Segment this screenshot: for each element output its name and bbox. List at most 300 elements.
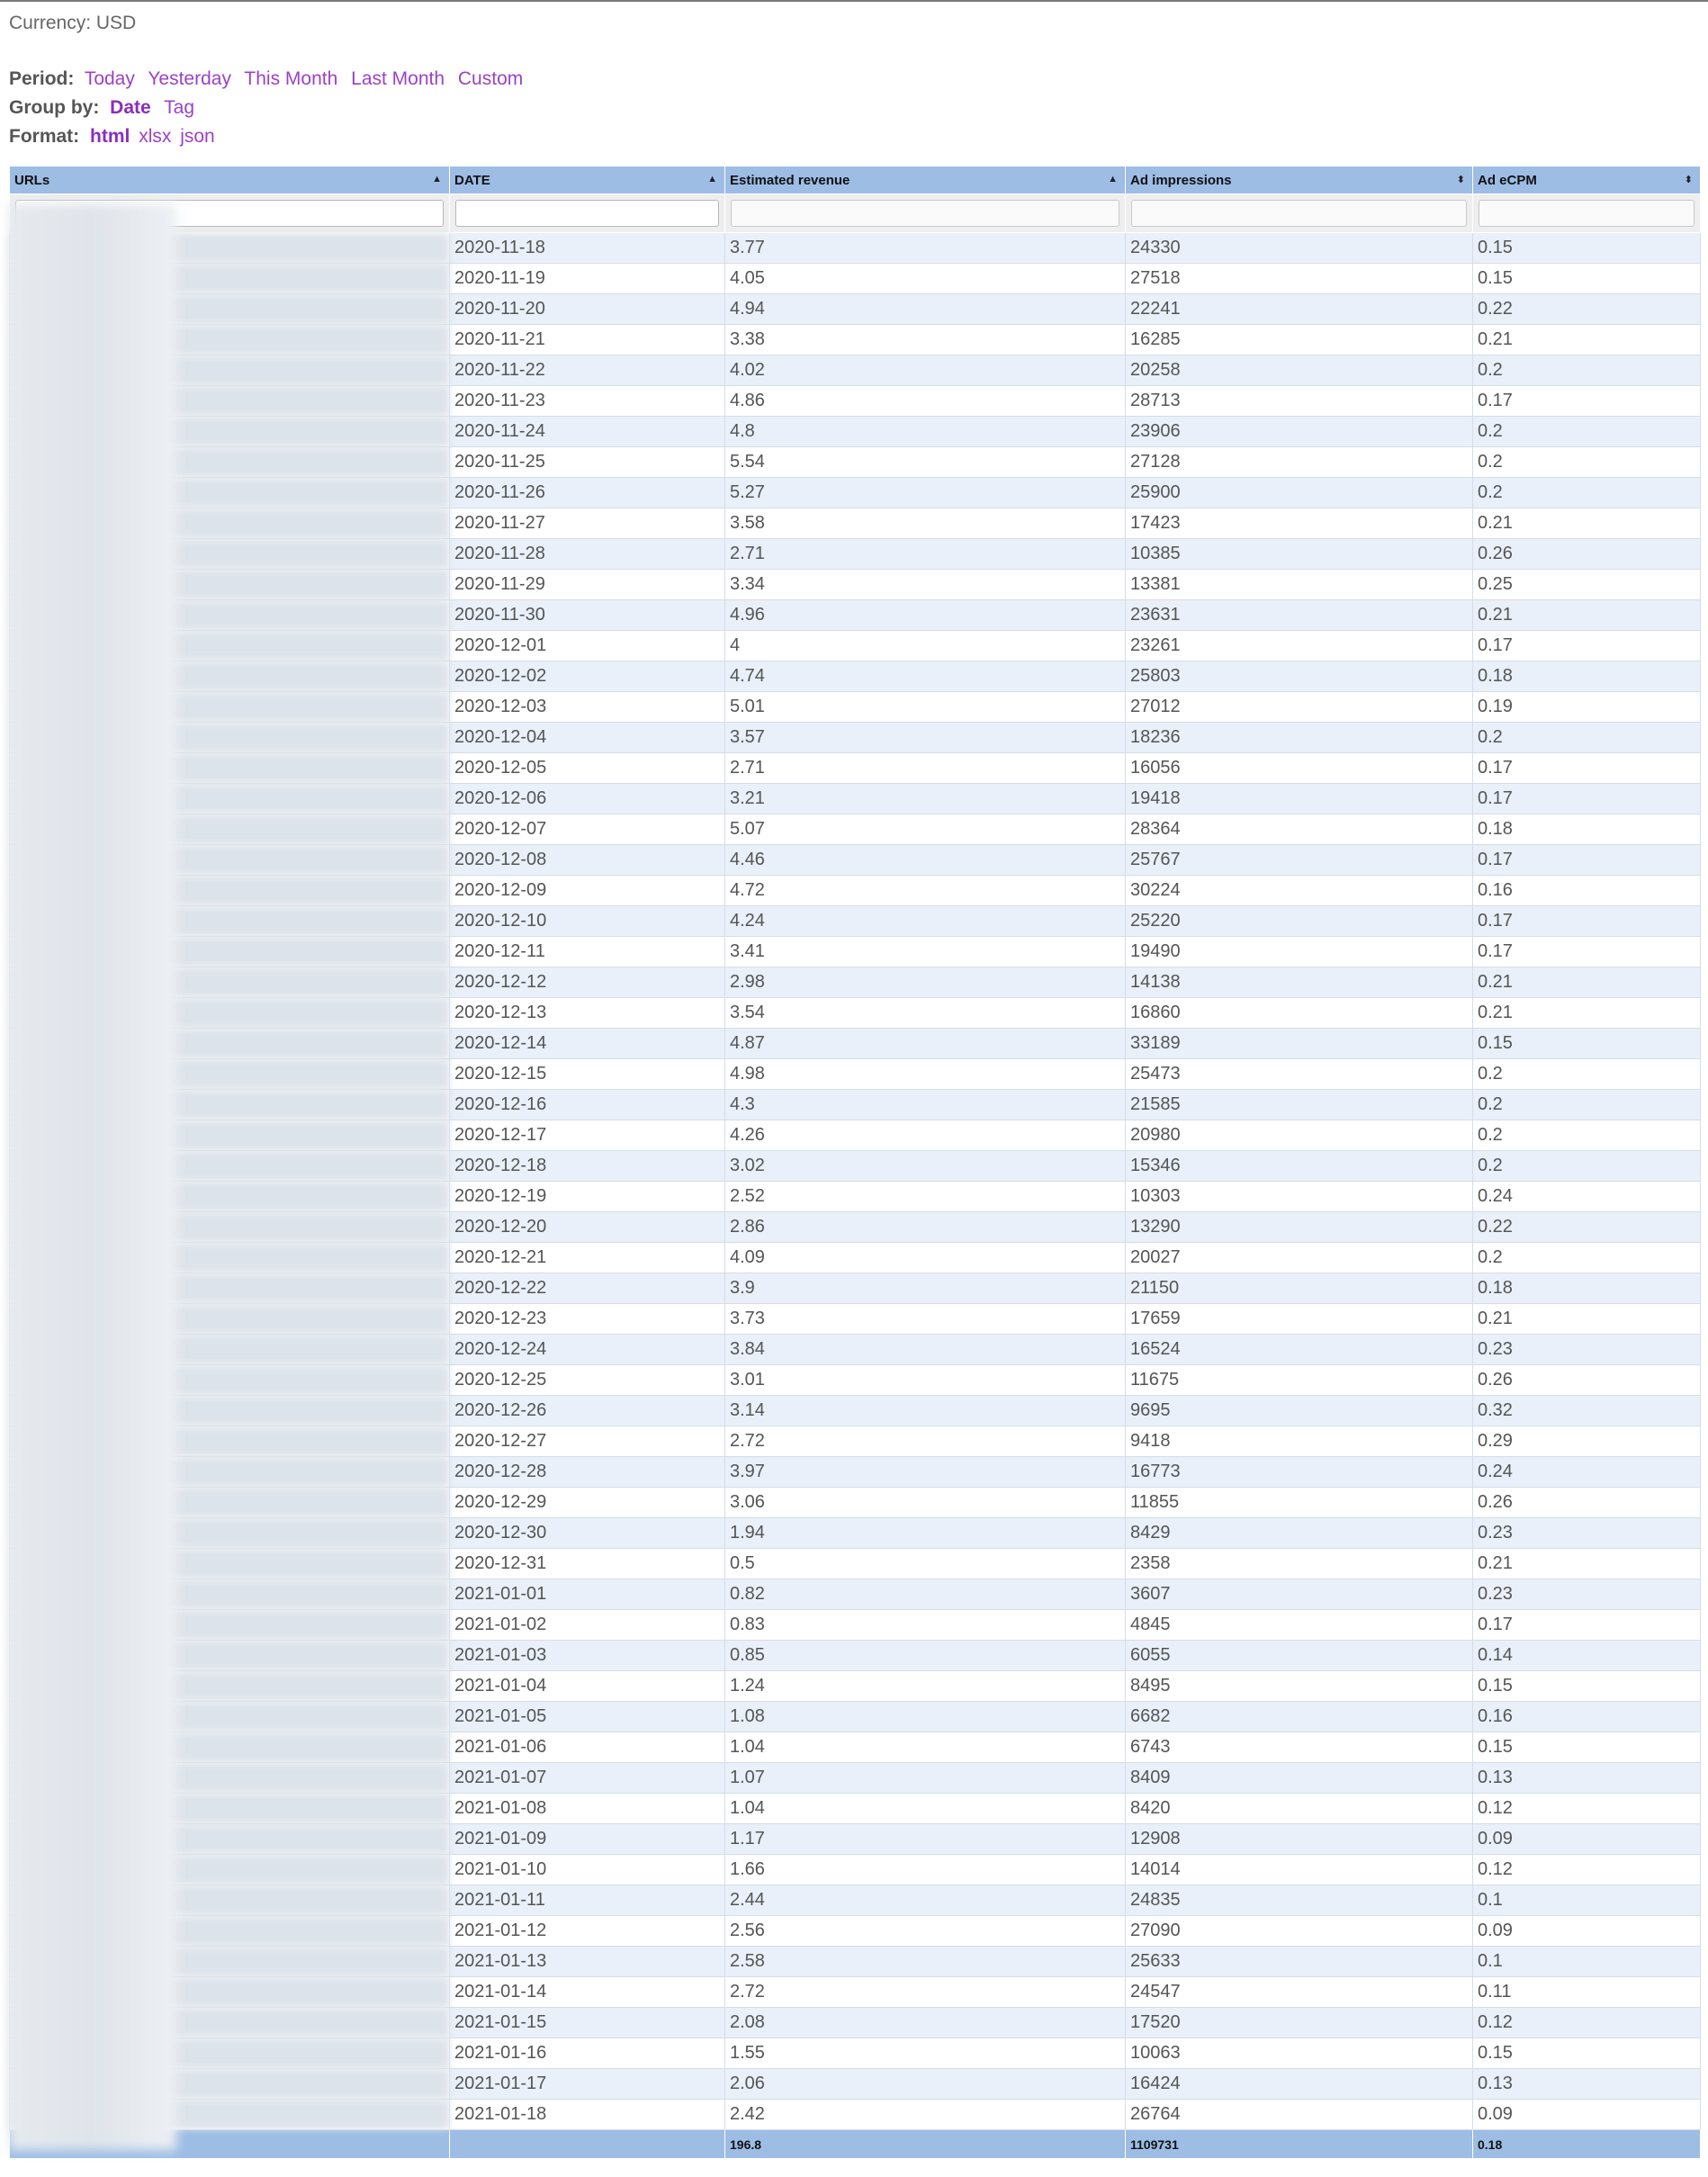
ad-ecpm-cell: 0.25 (1473, 570, 1701, 600)
column-header-urls[interactable] (10, 166, 450, 194)
table-row (10, 2069, 1701, 2100)
ad-impressions-cell: 13381 (1126, 570, 1473, 600)
table-row (10, 1182, 1701, 1212)
ad-impressions-cell: 24835 (1126, 1885, 1473, 1916)
url-cell (10, 1549, 450, 1579)
ad-ecpm-cell: 0.15 (1473, 1029, 1701, 1059)
url-cell (10, 1702, 450, 1732)
date-cell: 2020-11-26 (450, 478, 725, 508)
ad-impressions-cell: 25900 (1126, 478, 1473, 508)
ad-ecpm-cell: 0.09 (1473, 1916, 1701, 1947)
ad-impressions-cell: 4845 (1126, 1610, 1473, 1641)
date-cell: 2020-12-31 (450, 1549, 725, 1579)
estimated-revenue-cell: 3.06 (725, 1488, 1126, 1518)
date-cell: 2020-12-18 (450, 1151, 725, 1182)
ad-ecpm-cell: 0.2 (1473, 417, 1701, 447)
sort-asc-icon[interactable]: ▲ (432, 174, 442, 184)
table-row (10, 1396, 1701, 1426)
date-cell: 2020-12-23 (450, 1304, 725, 1335)
date-cell: 2020-11-29 (450, 570, 725, 600)
ad-impressions-cell: 24330 (1126, 233, 1473, 264)
ad-impressions-cell: 6682 (1126, 1702, 1473, 1732)
url-cell (10, 814, 450, 845)
date-cell: 2021-01-15 (450, 2008, 725, 2038)
ad-impressions-cell: 26764 (1126, 2100, 1473, 2130)
url-cell (10, 1243, 450, 1273)
column-header-ad-impressions[interactable] (1126, 166, 1473, 194)
currency-label: Currency: USD (9, 13, 137, 33)
estimated-revenue-cell: 1.04 (725, 1732, 1126, 1763)
ad-ecpm-cell: 0.16 (1473, 1702, 1701, 1732)
ad-ecpm-cell: 0.21 (1473, 600, 1701, 631)
url-cell (10, 1304, 450, 1335)
estimated-revenue-cell: 1.66 (725, 1855, 1126, 1885)
ad-ecpm-cell: 0.26 (1473, 1365, 1701, 1396)
ad-impressions-cell: 16424 (1126, 2069, 1473, 2100)
top-border (0, 0, 1708, 2)
date-cell: 2020-11-30 (450, 600, 725, 631)
total-estimated-revenue: 196.8 (725, 2130, 1126, 2159)
ad-ecpm-cell: 0.29 (1473, 1426, 1701, 1457)
period-custom-link[interactable]: Custom (457, 68, 524, 89)
date-cell: 2021-01-13 (450, 1947, 725, 1977)
date-cell: 2020-12-14 (450, 1029, 725, 1059)
table-row (10, 1763, 1701, 1794)
table-row (10, 1212, 1701, 1243)
ad-ecpm-cell: 0.2 (1473, 478, 1701, 508)
url-cell (10, 723, 450, 753)
table-row (10, 1335, 1701, 1365)
table-row (10, 264, 1701, 294)
group-by-tag-link[interactable]: Tag (164, 97, 195, 118)
ad-impressions-cell: 25767 (1126, 845, 1473, 876)
table-row (10, 876, 1701, 906)
estimated-revenue-cell: 4.72 (725, 876, 1126, 906)
url-cell (10, 1273, 450, 1304)
estimated-revenue-cell: 1.17 (725, 1824, 1126, 1855)
date-cell: 2020-11-20 (450, 294, 725, 325)
url-cell (10, 233, 450, 264)
date-cell: 2020-11-27 (450, 508, 725, 539)
ad-ecpm-cell: 0.09 (1473, 1824, 1701, 1855)
ad-ecpm-cell: 0.22 (1473, 1212, 1701, 1243)
url-cell (10, 1732, 450, 1763)
date-cell: 2020-11-24 (450, 417, 725, 447)
totals-date-cell (450, 2130, 725, 2159)
ad-ecpm-cell: 0.17 (1473, 845, 1701, 876)
ad-ecpm-cell: 0.24 (1473, 1457, 1701, 1488)
date-cell: 2020-11-25 (450, 447, 725, 478)
estimated-revenue-cell: 2.42 (725, 2100, 1126, 2130)
ad-impressions-cell: 21150 (1126, 1273, 1473, 1304)
date-cell: 2020-12-09 (450, 876, 725, 906)
period-this-month-link[interactable]: This Month (244, 68, 338, 89)
sort-both-icon[interactable]: ⬍ (1456, 175, 1465, 185)
url-cell (10, 1763, 450, 1794)
column-header-label: Ad impressions (1130, 172, 1232, 188)
date-cell: 2020-12-21 (450, 1243, 725, 1273)
ad-ecpm-cell: 0.17 (1473, 784, 1701, 814)
ad-impressions-cell: 28713 (1126, 386, 1473, 417)
table-row (10, 1243, 1701, 1273)
format-selector (9, 126, 219, 148)
ad-ecpm-cell: 0.23 (1473, 1579, 1701, 1610)
table-row (10, 1671, 1701, 1702)
url-cell (10, 2069, 450, 2100)
ad-ecpm-cell: 0.21 (1473, 1549, 1701, 1579)
estimated-revenue-cell: 4.98 (725, 1059, 1126, 1090)
estimated-revenue-filter-input[interactable] (731, 200, 1119, 227)
table-row (10, 1151, 1701, 1182)
ad-ecpm-cell: 0.23 (1473, 1335, 1701, 1365)
table-row (10, 1304, 1701, 1335)
ad-ecpm-cell: 0.2 (1473, 723, 1701, 753)
url-cell (10, 631, 450, 661)
url-cell (10, 1610, 450, 1641)
ad-impressions-cell: 19418 (1126, 784, 1473, 814)
estimated-revenue-cell: 1.24 (725, 1671, 1126, 1702)
url-cell (10, 937, 450, 967)
sort-asc-icon[interactable]: ▲ (707, 174, 717, 184)
estimated-revenue-cell: 2.98 (725, 967, 1126, 998)
period-yesterday-link[interactable]: Yesterday (148, 68, 231, 89)
estimated-revenue-cell: 4.8 (725, 417, 1126, 447)
url-cell (10, 967, 450, 998)
ad-ecpm-cell: 0.2 (1473, 355, 1701, 386)
url-cell (10, 661, 450, 692)
ad-impressions-cell: 27518 (1126, 264, 1473, 294)
ad-ecpm-cell: 0.21 (1473, 325, 1701, 355)
ad-ecpm-cell: 0.2 (1473, 1151, 1701, 1182)
estimated-revenue-cell: 2.44 (725, 1885, 1126, 1916)
table-row (10, 937, 1701, 967)
filter-cell (10, 194, 450, 233)
group-by-label: Group by: (9, 97, 100, 118)
ad-impressions-cell: 11855 (1126, 1488, 1473, 1518)
date-cell: 2021-01-03 (450, 1641, 725, 1671)
report-table (9, 166, 1701, 2159)
ad-impressions-cell: 19490 (1126, 937, 1473, 967)
filter-cell (1126, 194, 1473, 233)
url-cell (10, 1426, 450, 1457)
ad-ecpm-cell: 0.21 (1473, 998, 1701, 1029)
ad-impressions-cell: 11675 (1126, 1365, 1473, 1396)
estimated-revenue-cell: 2.58 (725, 1947, 1126, 1977)
table-row (10, 447, 1701, 478)
estimated-revenue-cell: 3.73 (725, 1304, 1126, 1335)
date-cell: 2021-01-18 (450, 2100, 725, 2130)
table-row (10, 355, 1701, 386)
date-cell: 2020-12-17 (450, 1120, 725, 1151)
ad-impressions-filter-input[interactable] (1131, 200, 1467, 227)
estimated-revenue-cell: 2.08 (725, 2008, 1126, 2038)
estimated-revenue-cell: 4 (725, 631, 1126, 661)
table-row (10, 1794, 1701, 1824)
url-cell (10, 600, 450, 631)
table-row (10, 784, 1701, 814)
table-header-row (10, 166, 1701, 194)
url-cell (10, 753, 450, 784)
ad-impressions-cell: 20258 (1126, 355, 1473, 386)
url-cell (10, 784, 450, 814)
url-cell (10, 1029, 450, 1059)
ad-ecpm-cell: 0.22 (1473, 294, 1701, 325)
period-selector (9, 68, 531, 90)
date-cell: 2020-11-18 (450, 233, 725, 264)
date-cell: 2020-12-26 (450, 1396, 725, 1426)
estimated-revenue-cell: 3.02 (725, 1151, 1126, 1182)
table-row (10, 1426, 1701, 1457)
format-html-link[interactable]: html (90, 126, 130, 147)
ad-impressions-cell: 8495 (1126, 1671, 1473, 1702)
group-by-date-link[interactable]: Date (110, 97, 151, 118)
url-cell (10, 1518, 450, 1549)
ad-impressions-cell: 16860 (1126, 998, 1473, 1029)
ad-impressions-cell: 14138 (1126, 967, 1473, 998)
url-cell (10, 1488, 450, 1518)
estimated-revenue-cell: 3.41 (725, 937, 1126, 967)
date-cell: 2020-12-24 (450, 1335, 725, 1365)
ad-impressions-cell: 25633 (1126, 1947, 1473, 1977)
date-cell: 2020-11-22 (450, 355, 725, 386)
ad-ecpm-cell: 0.12 (1473, 2008, 1701, 2038)
ad-ecpm-filter-input[interactable] (1479, 200, 1695, 227)
urls-filter-input[interactable] (15, 200, 444, 227)
url-cell (10, 355, 450, 386)
table-row (10, 1610, 1701, 1641)
date-cell: 2020-12-01 (450, 631, 725, 661)
date-cell: 2020-12-12 (450, 967, 725, 998)
ad-impressions-cell: 25473 (1126, 1059, 1473, 1090)
url-cell (10, 447, 450, 478)
ad-ecpm-cell: 0.13 (1473, 2069, 1701, 2100)
date-cell: 2021-01-01 (450, 1579, 725, 1610)
date-cell: 2020-11-23 (450, 386, 725, 417)
table-row (10, 539, 1701, 570)
estimated-revenue-cell: 3.14 (725, 1396, 1126, 1426)
ad-ecpm-cell: 0.17 (1473, 631, 1701, 661)
table-row (10, 1824, 1701, 1855)
estimated-revenue-cell: 3.58 (725, 508, 1126, 539)
estimated-revenue-cell: 3.97 (725, 1457, 1126, 1488)
ad-impressions-cell: 22241 (1126, 294, 1473, 325)
ad-ecpm-cell: 0.2 (1473, 1090, 1701, 1120)
date-cell: 2020-12-03 (450, 692, 725, 723)
ad-impressions-cell: 6055 (1126, 1641, 1473, 1671)
column-header-date[interactable] (450, 166, 725, 194)
ad-ecpm-cell: 0.26 (1473, 1488, 1701, 1518)
ad-ecpm-cell: 0.2 (1473, 1243, 1701, 1273)
table-row (10, 1641, 1701, 1671)
table-row (10, 2008, 1701, 2038)
estimated-revenue-cell: 2.71 (725, 539, 1126, 570)
url-cell (10, 1396, 450, 1426)
ad-impressions-cell: 15346 (1126, 1151, 1473, 1182)
period-last-month-link[interactable]: Last Month (351, 68, 445, 89)
table-row (10, 294, 1701, 325)
column-header-estimated-revenue[interactable] (725, 166, 1126, 194)
table-row (10, 967, 1701, 998)
ad-ecpm-cell: 0.15 (1473, 1732, 1701, 1763)
date-cell: 2020-12-29 (450, 1488, 725, 1518)
date-cell: 2021-01-05 (450, 1702, 725, 1732)
table-row (10, 1947, 1701, 1977)
table-row (10, 723, 1701, 753)
table-row (10, 1090, 1701, 1120)
estimated-revenue-cell: 3.54 (725, 998, 1126, 1029)
url-cell (10, 998, 450, 1029)
ad-impressions-cell: 12908 (1126, 1824, 1473, 1855)
date-cell: 2021-01-07 (450, 1763, 725, 1794)
table-row (10, 2038, 1701, 2069)
ad-impressions-cell: 30224 (1126, 876, 1473, 906)
ad-impressions-cell: 17423 (1126, 508, 1473, 539)
format-json-link[interactable]: json (180, 126, 215, 147)
period-today-link[interactable]: Today (84, 68, 135, 89)
date-cell: 2020-12-07 (450, 814, 725, 845)
sort-asc-icon[interactable]: ▲ (1108, 174, 1118, 184)
ad-impressions-cell: 28364 (1126, 814, 1473, 845)
date-cell: 2020-12-05 (450, 753, 725, 784)
date-cell: 2020-12-16 (450, 1090, 725, 1120)
date-cell: 2020-11-28 (450, 539, 725, 570)
ad-impressions-cell: 23906 (1126, 417, 1473, 447)
ad-ecpm-cell: 0.23 (1473, 1518, 1701, 1549)
url-cell (10, 1120, 450, 1151)
ad-impressions-cell: 20027 (1126, 1243, 1473, 1273)
ad-ecpm-cell: 0.12 (1473, 1794, 1701, 1824)
estimated-revenue-cell: 2.71 (725, 753, 1126, 784)
ad-impressions-cell: 24547 (1126, 1977, 1473, 2008)
estimated-revenue-cell: 1.08 (725, 1702, 1126, 1732)
date-cell: 2020-12-06 (450, 784, 725, 814)
table-row (10, 814, 1701, 845)
url-cell (10, 1794, 450, 1824)
date-cell: 2021-01-12 (450, 1916, 725, 1947)
ad-ecpm-cell: 0.11 (1473, 1977, 1701, 2008)
date-cell: 2020-12-08 (450, 845, 725, 876)
table-row (10, 508, 1701, 539)
ad-ecpm-cell: 0.17 (1473, 386, 1701, 417)
date-cell: 2020-12-13 (450, 998, 725, 1029)
table-row (10, 753, 1701, 784)
ad-impressions-cell: 3607 (1126, 1579, 1473, 1610)
ad-impressions-cell: 17659 (1126, 1304, 1473, 1335)
url-cell (10, 539, 450, 570)
table-row (10, 692, 1701, 723)
url-cell (10, 1977, 450, 2008)
table-row (10, 1457, 1701, 1488)
sort-both-icon[interactable]: ⬍ (1684, 175, 1693, 185)
url-cell (10, 906, 450, 937)
estimated-revenue-cell: 2.52 (725, 1182, 1126, 1212)
date-cell: 2020-12-28 (450, 1457, 725, 1488)
ad-ecpm-cell: 0.2 (1473, 1059, 1701, 1090)
table-row (10, 233, 1701, 264)
table-row (10, 600, 1701, 631)
estimated-revenue-cell: 2.56 (725, 1916, 1126, 1947)
estimated-revenue-cell: 4.46 (725, 845, 1126, 876)
date-cell: 2021-01-16 (450, 2038, 725, 2069)
url-cell (10, 508, 450, 539)
format-label: Format: (9, 126, 80, 147)
table-row (10, 1518, 1701, 1549)
ad-impressions-cell: 13290 (1126, 1212, 1473, 1243)
format-xlsx-link[interactable]: xlsx (139, 126, 172, 147)
table-row (10, 1488, 1701, 1518)
estimated-revenue-cell: 3.38 (725, 325, 1126, 355)
ad-ecpm-cell: 0.19 (1473, 692, 1701, 723)
ad-ecpm-cell: 0.09 (1473, 2100, 1701, 2130)
estimated-revenue-cell: 0.82 (725, 1579, 1126, 1610)
url-cell (10, 1855, 450, 1885)
estimated-revenue-cell: 4.94 (725, 294, 1126, 325)
url-cell (10, 1916, 450, 1947)
total-ad-ecpm: 0.18 (1473, 2130, 1701, 2159)
ad-impressions-cell: 21585 (1126, 1090, 1473, 1120)
table-row (10, 1855, 1701, 1885)
date-cell: 2020-12-04 (450, 723, 725, 753)
date-cell: 2021-01-17 (450, 2069, 725, 2100)
estimated-revenue-cell: 5.27 (725, 478, 1126, 508)
estimated-revenue-cell: 2.06 (725, 2069, 1126, 2100)
estimated-revenue-cell: 4.24 (725, 906, 1126, 937)
ad-impressions-cell: 8429 (1126, 1518, 1473, 1549)
ad-impressions-cell: 9418 (1126, 1426, 1473, 1457)
url-cell (10, 876, 450, 906)
date-cell: 2020-12-15 (450, 1059, 725, 1090)
ad-impressions-cell: 10385 (1126, 539, 1473, 570)
ad-impressions-cell: 27090 (1126, 1916, 1473, 1947)
table-row (10, 1029, 1701, 1059)
date-cell: 2020-12-19 (450, 1182, 725, 1212)
estimated-revenue-cell: 3.01 (725, 1365, 1126, 1396)
estimated-revenue-cell: 5.54 (725, 447, 1126, 478)
table-row (10, 570, 1701, 600)
ad-ecpm-cell: 0.17 (1473, 906, 1701, 937)
totals-urls-cell (10, 2130, 450, 2159)
ad-ecpm-cell: 0.32 (1473, 1396, 1701, 1426)
ad-ecpm-cell: 0.15 (1473, 233, 1701, 264)
ad-impressions-cell: 25803 (1126, 661, 1473, 692)
ad-impressions-cell: 10063 (1126, 2038, 1473, 2069)
column-header-ad-ecpm[interactable] (1473, 166, 1701, 194)
date-cell: 2021-01-14 (450, 1977, 725, 2008)
filter-cell (1473, 194, 1701, 233)
table-row (10, 417, 1701, 447)
date-cell: 2020-12-20 (450, 1212, 725, 1243)
ad-impressions-cell: 14014 (1126, 1855, 1473, 1885)
estimated-revenue-cell: 2.86 (725, 1212, 1126, 1243)
ad-ecpm-cell: 0.2 (1473, 447, 1701, 478)
estimated-revenue-cell: 3.57 (725, 723, 1126, 753)
date-filter-input[interactable] (455, 200, 719, 227)
url-cell (10, 1182, 450, 1212)
ad-impressions-cell: 23631 (1126, 600, 1473, 631)
ad-impressions-cell: 8420 (1126, 1794, 1473, 1824)
ad-impressions-cell: 10303 (1126, 1182, 1473, 1212)
table-row (10, 1365, 1701, 1396)
ad-ecpm-cell: 0.26 (1473, 539, 1701, 570)
url-cell (10, 1641, 450, 1671)
ad-ecpm-cell: 0.21 (1473, 1304, 1701, 1335)
date-cell: 2021-01-09 (450, 1824, 725, 1855)
estimated-revenue-cell: 3.9 (725, 1273, 1126, 1304)
url-cell (10, 1365, 450, 1396)
ad-impressions-cell: 9695 (1126, 1396, 1473, 1426)
ad-ecpm-cell: 0.1 (1473, 1885, 1701, 1916)
table-row (10, 845, 1701, 876)
